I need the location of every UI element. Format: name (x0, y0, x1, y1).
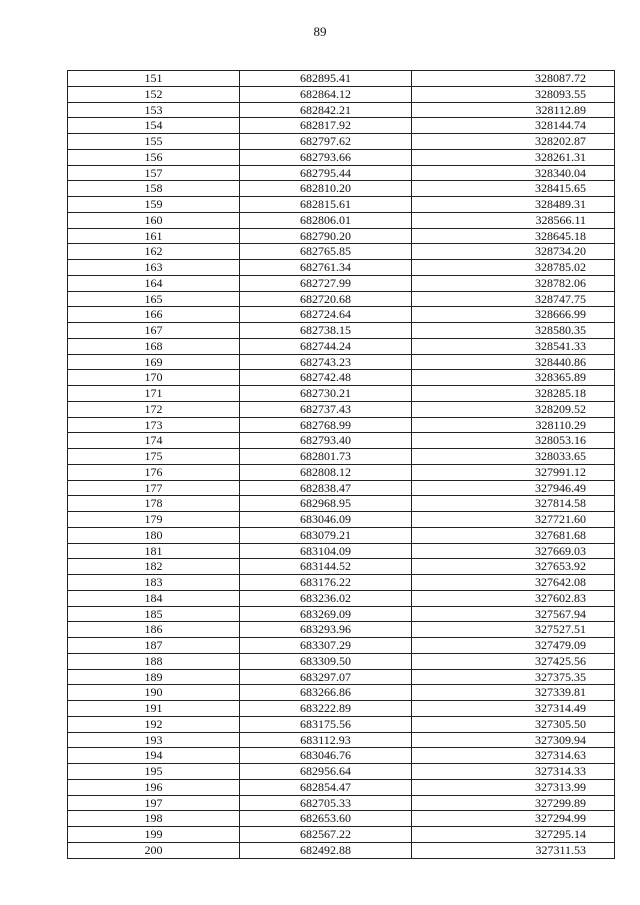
x-coordinate-cell: 683112.93 (240, 732, 412, 748)
point-number-cell: 161 (68, 228, 240, 244)
point-number-cell: 171 (68, 386, 240, 402)
y-coordinate-cell: 328645.18 (412, 228, 615, 244)
y-coordinate-cell: 327721.60 (412, 512, 615, 528)
x-coordinate-cell: 682768.99 (240, 417, 412, 433)
x-coordinate-cell: 683307.29 (240, 638, 412, 654)
point-number-cell: 177 (68, 480, 240, 496)
x-coordinate-cell: 682730.21 (240, 386, 412, 402)
table-row (68, 386, 615, 402)
y-coordinate-cell: 327314.33 (412, 764, 615, 780)
y-coordinate-cell: 328734.20 (412, 244, 615, 260)
table-row (68, 764, 615, 780)
point-number-cell: 192 (68, 716, 240, 732)
table-row (68, 449, 615, 465)
point-number-cell: 185 (68, 606, 240, 622)
table-row (68, 338, 615, 354)
point-number-cell: 200 (68, 842, 240, 858)
point-number-cell: 179 (68, 512, 240, 528)
point-number-cell: 190 (68, 685, 240, 701)
y-coordinate-cell: 328566.11 (412, 212, 615, 228)
x-coordinate-cell: 682737.43 (240, 401, 412, 417)
x-coordinate-cell: 683176.22 (240, 575, 412, 591)
point-number-cell: 182 (68, 559, 240, 575)
y-coordinate-cell: 328087.72 (412, 71, 615, 87)
point-number-cell: 198 (68, 811, 240, 827)
x-coordinate-cell: 683297.07 (240, 669, 412, 685)
table-row (68, 559, 615, 575)
y-coordinate-cell: 327313.99 (412, 779, 615, 795)
point-number-cell: 189 (68, 669, 240, 685)
point-number-cell: 172 (68, 401, 240, 417)
point-number-cell: 158 (68, 181, 240, 197)
y-coordinate-cell: 327314.63 (412, 748, 615, 764)
y-coordinate-cell: 327375.35 (412, 669, 615, 685)
y-coordinate-cell: 328053.16 (412, 433, 615, 449)
y-coordinate-cell: 327653.92 (412, 559, 615, 575)
coordinates-table-body (68, 71, 615, 859)
point-number-cell: 160 (68, 212, 240, 228)
y-coordinate-cell: 327314.49 (412, 701, 615, 717)
x-coordinate-cell: 682793.66 (240, 149, 412, 165)
x-coordinate-cell: 682744.24 (240, 338, 412, 354)
x-coordinate-cell: 683104.09 (240, 543, 412, 559)
table-row (68, 669, 615, 685)
x-coordinate-cell: 682724.64 (240, 307, 412, 323)
point-number-cell: 163 (68, 260, 240, 276)
table-row (68, 354, 615, 370)
table-row (68, 86, 615, 102)
table-row (68, 370, 615, 386)
table-row (68, 653, 615, 669)
point-number-cell: 174 (68, 433, 240, 449)
y-coordinate-cell: 328033.65 (412, 449, 615, 465)
table-row (68, 732, 615, 748)
x-coordinate-cell: 682797.62 (240, 134, 412, 150)
x-coordinate-cell: 682743.23 (240, 354, 412, 370)
x-coordinate-cell: 682854.47 (240, 779, 412, 795)
table-row (68, 811, 615, 827)
x-coordinate-cell: 683293.96 (240, 622, 412, 638)
y-coordinate-cell: 328144.74 (412, 118, 615, 134)
y-coordinate-cell: 327425.56 (412, 653, 615, 669)
y-coordinate-cell: 327669.03 (412, 543, 615, 559)
x-coordinate-cell: 683236.02 (240, 590, 412, 606)
y-coordinate-cell: 328489.31 (412, 197, 615, 213)
table-row (68, 685, 615, 701)
x-coordinate-cell: 683269.09 (240, 606, 412, 622)
x-coordinate-cell: 683144.52 (240, 559, 412, 575)
table-row (68, 638, 615, 654)
point-number-cell: 180 (68, 527, 240, 543)
table-row (68, 590, 615, 606)
y-coordinate-cell: 328202.87 (412, 134, 615, 150)
point-number-cell: 157 (68, 165, 240, 181)
table-row (68, 716, 615, 732)
table-row (68, 149, 615, 165)
point-number-cell: 155 (68, 134, 240, 150)
table-row (68, 622, 615, 638)
point-number-cell: 183 (68, 575, 240, 591)
table-row (68, 433, 615, 449)
x-coordinate-cell: 682738.15 (240, 323, 412, 339)
y-coordinate-cell: 327567.94 (412, 606, 615, 622)
point-number-cell: 181 (68, 543, 240, 559)
x-coordinate-cell: 682705.33 (240, 795, 412, 811)
table-row (68, 118, 615, 134)
y-coordinate-cell: 328782.06 (412, 275, 615, 291)
x-coordinate-cell: 682492.88 (240, 842, 412, 858)
point-number-cell: 159 (68, 197, 240, 213)
point-number-cell: 151 (68, 71, 240, 87)
x-coordinate-cell: 682864.12 (240, 86, 412, 102)
point-number-cell: 162 (68, 244, 240, 260)
x-coordinate-cell: 683309.50 (240, 653, 412, 669)
x-coordinate-cell: 682742.48 (240, 370, 412, 386)
y-coordinate-cell: 327309.94 (412, 732, 615, 748)
y-coordinate-cell: 327294.99 (412, 811, 615, 827)
x-coordinate-cell: 682815.61 (240, 197, 412, 213)
table-row (68, 291, 615, 307)
table-row (68, 527, 615, 543)
x-coordinate-cell: 682956.64 (240, 764, 412, 780)
x-coordinate-cell: 682567.22 (240, 827, 412, 843)
x-coordinate-cell: 682795.44 (240, 165, 412, 181)
table-row (68, 401, 615, 417)
x-coordinate-cell: 682727.99 (240, 275, 412, 291)
table-row (68, 464, 615, 480)
y-coordinate-cell: 328747.75 (412, 291, 615, 307)
point-number-cell: 164 (68, 275, 240, 291)
point-number-cell: 191 (68, 701, 240, 717)
y-coordinate-cell: 328365.89 (412, 370, 615, 386)
table-row (68, 543, 615, 559)
table-row (68, 417, 615, 433)
y-coordinate-cell: 327339.81 (412, 685, 615, 701)
y-coordinate-cell: 328666.99 (412, 307, 615, 323)
x-coordinate-cell: 682895.41 (240, 71, 412, 87)
y-coordinate-cell: 327295.14 (412, 827, 615, 843)
x-coordinate-cell: 682808.12 (240, 464, 412, 480)
table-row (68, 275, 615, 291)
y-coordinate-cell: 327299.89 (412, 795, 615, 811)
table-row (68, 197, 615, 213)
x-coordinate-cell: 682801.73 (240, 449, 412, 465)
point-number-cell: 187 (68, 638, 240, 654)
y-coordinate-cell: 328541.33 (412, 338, 615, 354)
x-coordinate-cell: 683175.56 (240, 716, 412, 732)
point-number-cell: 184 (68, 590, 240, 606)
table-row (68, 102, 615, 118)
table-row (68, 842, 615, 858)
table-row (68, 260, 615, 276)
y-coordinate-cell: 327602.83 (412, 590, 615, 606)
table-row (68, 575, 615, 591)
x-coordinate-cell: 682968.95 (240, 496, 412, 512)
y-coordinate-cell: 328340.04 (412, 165, 615, 181)
table-row (68, 779, 615, 795)
y-coordinate-cell: 327642.08 (412, 575, 615, 591)
table-row (68, 827, 615, 843)
y-coordinate-cell: 328440.86 (412, 354, 615, 370)
point-number-cell: 196 (68, 779, 240, 795)
point-number-cell: 199 (68, 827, 240, 843)
point-number-cell: 197 (68, 795, 240, 811)
table-row (68, 480, 615, 496)
y-coordinate-cell: 327311.53 (412, 842, 615, 858)
point-number-cell: 173 (68, 417, 240, 433)
point-number-cell: 188 (68, 653, 240, 669)
point-number-cell: 195 (68, 764, 240, 780)
point-number-cell: 169 (68, 354, 240, 370)
table-row (68, 181, 615, 197)
x-coordinate-cell: 682765.85 (240, 244, 412, 260)
table-row (68, 134, 615, 150)
y-coordinate-cell: 328261.31 (412, 149, 615, 165)
y-coordinate-cell: 328093.55 (412, 86, 615, 102)
table-row (68, 71, 615, 87)
coordinates-table (67, 70, 615, 859)
y-coordinate-cell: 328785.02 (412, 260, 615, 276)
x-coordinate-cell: 682806.01 (240, 212, 412, 228)
point-number-cell: 194 (68, 748, 240, 764)
table-row (68, 701, 615, 717)
x-coordinate-cell: 682842.21 (240, 102, 412, 118)
table-row (68, 795, 615, 811)
table-row (68, 496, 615, 512)
table-row (68, 606, 615, 622)
point-number-cell: 193 (68, 732, 240, 748)
x-coordinate-cell: 683222.89 (240, 701, 412, 717)
y-coordinate-cell: 328112.89 (412, 102, 615, 118)
point-number-cell: 176 (68, 464, 240, 480)
table-row (68, 228, 615, 244)
y-coordinate-cell: 327527.51 (412, 622, 615, 638)
x-coordinate-cell: 682838.47 (240, 480, 412, 496)
point-number-cell: 152 (68, 86, 240, 102)
y-coordinate-cell: 328110.29 (412, 417, 615, 433)
x-coordinate-cell: 682720.68 (240, 291, 412, 307)
point-number-cell: 170 (68, 370, 240, 386)
table-row (68, 512, 615, 528)
point-number-cell: 154 (68, 118, 240, 134)
y-coordinate-cell: 328580.35 (412, 323, 615, 339)
y-coordinate-cell: 328415.65 (412, 181, 615, 197)
point-number-cell: 166 (68, 307, 240, 323)
table-row (68, 212, 615, 228)
table-row (68, 244, 615, 260)
x-coordinate-cell: 682817.92 (240, 118, 412, 134)
table-row (68, 307, 615, 323)
x-coordinate-cell: 682810.20 (240, 181, 412, 197)
x-coordinate-cell: 683266.86 (240, 685, 412, 701)
x-coordinate-cell: 683046.09 (240, 512, 412, 528)
point-number-cell: 153 (68, 102, 240, 118)
x-coordinate-cell: 682653.60 (240, 811, 412, 827)
point-number-cell: 168 (68, 338, 240, 354)
x-coordinate-cell: 682793.40 (240, 433, 412, 449)
table-row (68, 323, 615, 339)
y-coordinate-cell: 327991.12 (412, 464, 615, 480)
table-row (68, 748, 615, 764)
point-number-cell: 167 (68, 323, 240, 339)
point-number-cell: 175 (68, 449, 240, 465)
y-coordinate-cell: 327305.50 (412, 716, 615, 732)
point-number-cell: 165 (68, 291, 240, 307)
point-number-cell: 186 (68, 622, 240, 638)
table-row (68, 165, 615, 181)
page-number: 89 (313, 24, 327, 39)
y-coordinate-cell: 328285.18 (412, 386, 615, 402)
x-coordinate-cell: 682790.20 (240, 228, 412, 244)
y-coordinate-cell: 327814.58 (412, 496, 615, 512)
y-coordinate-cell: 327479.09 (412, 638, 615, 654)
point-number-cell: 156 (68, 149, 240, 165)
x-coordinate-cell: 682761.34 (240, 260, 412, 276)
x-coordinate-cell: 683046.76 (240, 748, 412, 764)
y-coordinate-cell: 328209.52 (412, 401, 615, 417)
y-coordinate-cell: 327946.49 (412, 480, 615, 496)
y-coordinate-cell: 327681.68 (412, 527, 615, 543)
point-number-cell: 178 (68, 496, 240, 512)
x-coordinate-cell: 683079.21 (240, 527, 412, 543)
